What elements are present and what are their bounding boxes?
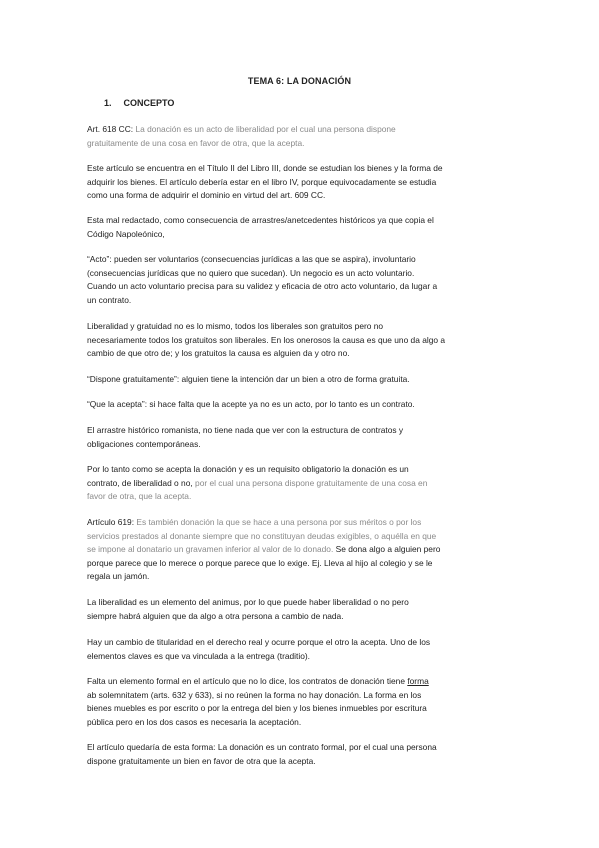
section-number: 1. bbox=[104, 98, 112, 108]
article-label: Artículo 619: bbox=[87, 517, 135, 527]
paragraph-line: un contrato. bbox=[87, 294, 132, 305]
article-quote: favor de otra, que la acepta. bbox=[87, 491, 192, 502]
paragraph-line: La liberalidad es un elemento del animus, por lo que puede haber liberalidad o no pero bbox=[87, 597, 409, 607]
paragraph-line: Hay un cambio de titularidad en el derecho real y ocurre porque el otro la acepta. Uno de los bbox=[87, 637, 431, 647]
paragraph-line: Cuando un acto voluntario precisa para su validez y eficacia de otro acto voluntario, da lugar a bbox=[87, 281, 438, 292]
paragraph-line: ab solemnitatem (arts. 632 y 633), si no reúnen la forma no hay donación. La forma en los bbox=[87, 689, 422, 700]
paragraph-line: porque parece que lo merece o porque parece que lo exige. Ej. Lleva al hijo al colegio y se le bbox=[87, 557, 433, 568]
article-quote: Es también donación la que se hace a una persona por sus méritos o por los bbox=[136, 517, 422, 527]
paragraph-forma bbox=[87, 675, 519, 729]
article-quote: La donación es un acto de liberalidad por el cual una persona dispone bbox=[135, 124, 396, 134]
paragraph-line: Este artículo se encuentra en el Título II del Libro III, donde se estudian los bienes y la forma de bbox=[87, 163, 443, 173]
paragraph-line: elementos claves es que va vinculada a la entrega (traditio). bbox=[87, 650, 310, 661]
section-title: CONCEPTO bbox=[123, 98, 175, 108]
paragraph-text: Falta un elemento formal en el artículo que no lo dice, los contratos de donación tiene bbox=[87, 676, 405, 686]
paragraph-line: “Que la acepta”: si hace falta que la acepte ya no es un acto, por lo tanto es un contrato. bbox=[87, 399, 415, 409]
paragraph-acto bbox=[87, 253, 519, 307]
paragraph-line: El artículo quedaría de esta forma: La donación es un contrato formal, por el cual una persona bbox=[87, 742, 437, 752]
paragraph-line: cambio de que otro de; y los gratuitos la causa es alguien da y otro no. bbox=[87, 348, 350, 359]
paragraph-redaction bbox=[87, 214, 519, 241]
paragraph-line: “Acto”: pueden ser voluntarios (consecuencias jurídicas a las que se aspira), involuntario bbox=[87, 254, 416, 264]
article-quote: por el cual una persona dispone gratuitamente de una cosa en bbox=[195, 477, 428, 488]
paragraph-liberalidad bbox=[87, 320, 519, 361]
paragraph-dispone bbox=[87, 373, 519, 387]
paragraph-text: contrato, de liberalidad o no, bbox=[87, 477, 193, 488]
paragraph-line: Código Napoleónico, bbox=[87, 228, 165, 239]
paragraph-titularidad bbox=[87, 636, 519, 663]
paragraph-line: (consecuencias jurídicas que no quiero que sucedan). Un negocio es un acto voluntario. bbox=[87, 267, 415, 278]
paragraph-line: El arrastre histórico romanista, no tiene nada que ver con la estructura de contratos y bbox=[87, 425, 404, 435]
paragraph-location bbox=[87, 162, 519, 203]
article-quote: servicios prestados al donante siempre que no constituyan deudas exigibles, o aquélla en que bbox=[87, 530, 437, 541]
paragraph-line: Liberalidad y gratuidad no es lo mismo, todos los liberales son gratuitos pero no bbox=[87, 321, 384, 331]
paragraph-art-619 bbox=[87, 516, 519, 584]
paragraph-line: necesariamente todos los gratuitos son liberales. En los onerosos la causa es que uno da algo a bbox=[87, 334, 446, 345]
paragraph-line: siempre habrá alguien que da algo a otra persona a cambio de nada. bbox=[87, 610, 344, 621]
paragraph-conclusion bbox=[87, 741, 519, 768]
paragraph-art-618 bbox=[87, 123, 519, 150]
paragraph-acepta bbox=[87, 398, 519, 412]
paragraph-line: Por lo tanto como se acepta la donación y es un requisito obligatorio la donación es un bbox=[87, 464, 409, 474]
paragraph-arrastre bbox=[87, 424, 519, 451]
article-label: Art. 618 CC: bbox=[87, 124, 134, 134]
paragraph-animus bbox=[87, 596, 519, 623]
document-title: TEMA 6: LA DONACIÓN bbox=[247, 76, 352, 86]
paragraph-line: bienes muebles es por escrito o por la entrega del bien y los bienes inmuebles por escritura bbox=[87, 703, 427, 714]
paragraph-line: “Dispone gratuitamente”: alguien tiene la intención dar un bien a otro de forma gratuita. bbox=[87, 374, 410, 384]
paragraph-line: dispone gratuitamente un bien en favor de otra que la acepta. bbox=[87, 755, 316, 766]
paragraph-line: adquirir los bienes. El artículo debería estar en el libro IV, porque equivocadamente se estudia bbox=[87, 176, 437, 187]
paragraph-text: Se dona algo a alguien pero bbox=[335, 544, 441, 555]
section-heading bbox=[104, 98, 174, 108]
paragraph-line: obligaciones contemporáneas. bbox=[87, 438, 201, 449]
article-quote: gratuitamente de una cosa en favor de otra, que la acepta. bbox=[87, 137, 305, 148]
paragraph-line: pública pero en los dos casos es necesaria la aceptación. bbox=[87, 716, 302, 727]
underlined-word: forma bbox=[407, 676, 429, 686]
article-quote: se impone al donatario un gravamen inferior al valor de lo donado. bbox=[87, 544, 334, 555]
paragraph-contrato bbox=[87, 463, 519, 504]
paragraph-line: regala un jamón. bbox=[87, 571, 150, 582]
paragraph-line: como una forma de adquirir el dominio en virtud del art. 609 CC. bbox=[87, 190, 326, 201]
paragraph-line: Esta mal redactado, como consecuencia de arrastres/anetcedentes históricos ya que copia el bbox=[87, 215, 434, 225]
